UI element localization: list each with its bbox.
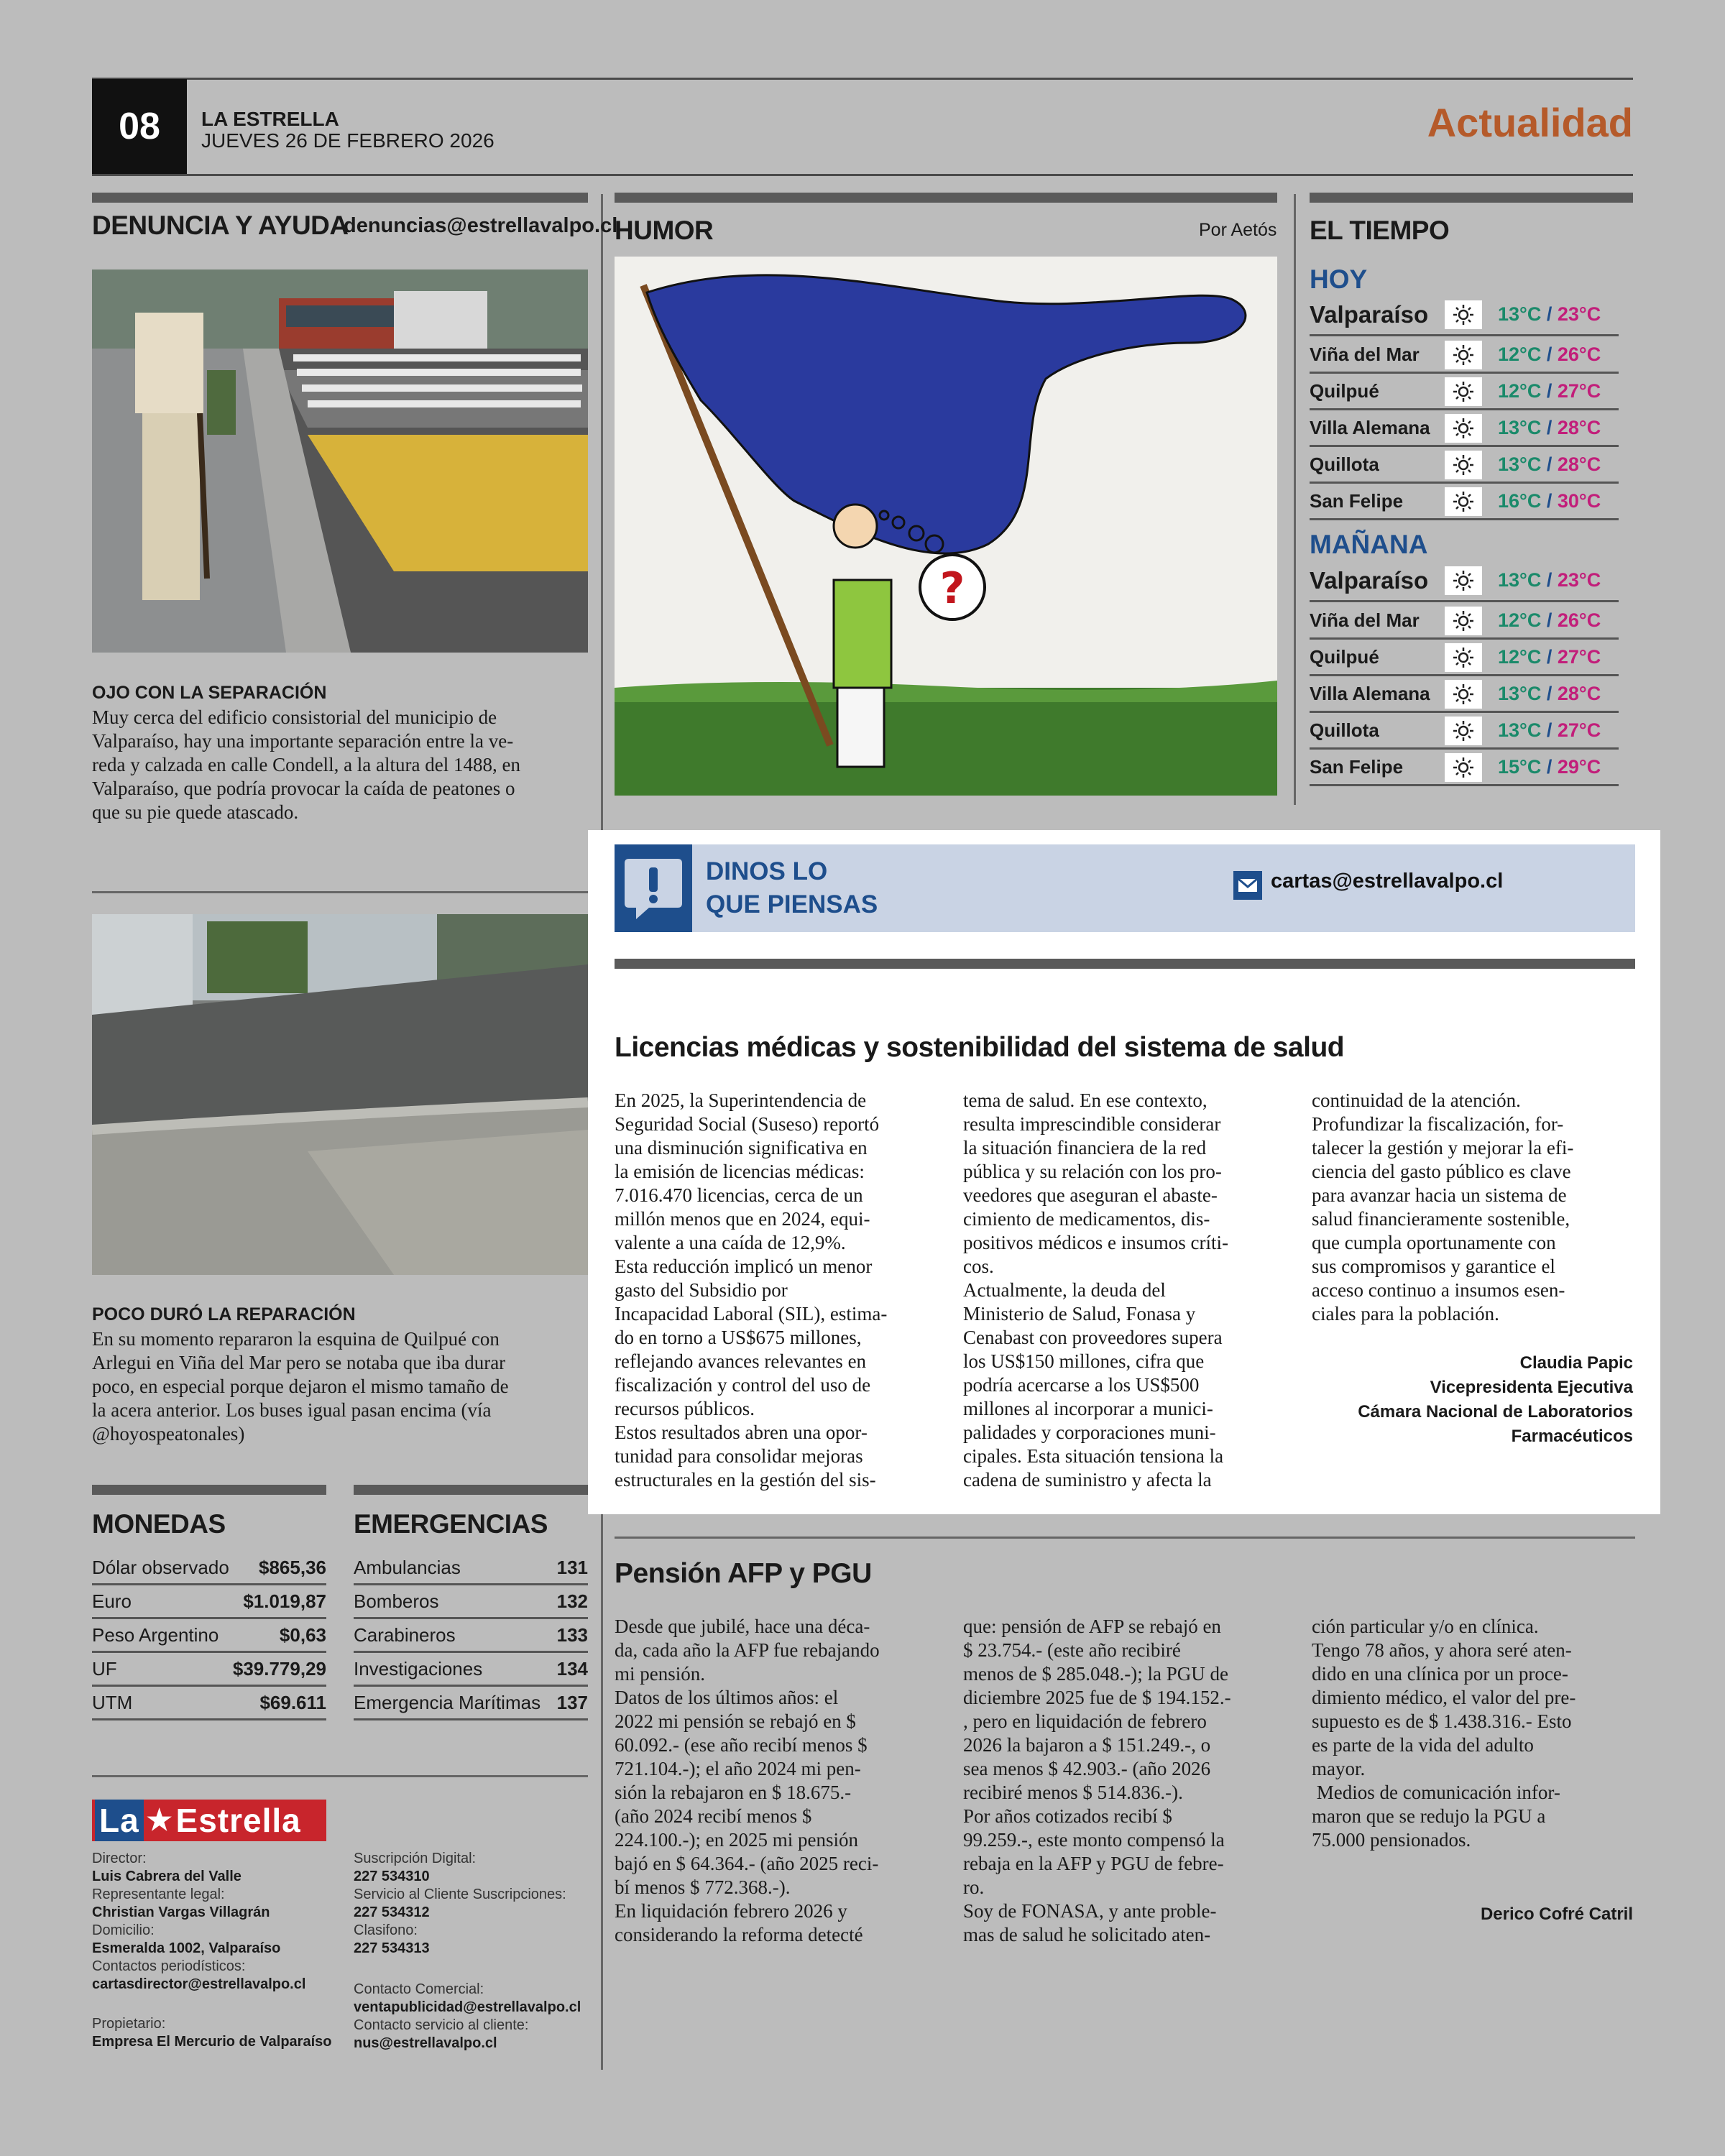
temp-separator: / (1546, 417, 1552, 438)
emergencias-row (354, 1552, 588, 1585)
text-line: mi pensión. (615, 1663, 705, 1685)
denuncia-email[interactable]: denuncias@estrellavalpo.cl (344, 214, 618, 237)
text-line: cipales. Esta situación tensiona la (963, 1445, 1224, 1467)
temp-separator: / (1546, 609, 1552, 631)
contact-email-commercial[interactable]: ventapublicidad@estrellavalpo.cl (354, 1999, 581, 2015)
text-line: Esta reducción implicó un menor (615, 1256, 873, 1277)
temp-max: 27°C (1557, 646, 1601, 668)
weather-city: San Felipe (1310, 756, 1404, 778)
credits-left: Director: Luis Cabrera del Valle Representante legal: Christian Vargas Villagrán Domicilio: Esmeralda 1002, Valparaíso Contactos periodísticos: cartasdirector@estrellavalpo.cl (92, 1850, 336, 1994)
text-line: talecer la gestión y mejorar la efi- (1312, 1137, 1574, 1158)
caption-body-2: En su momento repararon la esquina de Quilpué con Arlegui en Viña del Mar pero se notaba que iba durar poco, en especial porque dejaron el mismo tamaño de la acera anterior. Los buses igual pasan encima (vía @hoyospeatonales) (92, 1328, 509, 1445)
article2-top-rule (615, 1537, 1635, 1539)
weather-row (1310, 484, 1619, 520)
text-line: la situación financiera de la red (963, 1137, 1207, 1158)
star-icon: ★ (146, 1805, 173, 1836)
text-line: gasto del Subsidio por (615, 1279, 788, 1301)
photo-corner-repair (92, 914, 588, 1275)
row-value: $1.019,87 (243, 1590, 326, 1612)
text-line: que: pensión de AFP se rebajó en (963, 1616, 1221, 1637)
sun-icon (1445, 451, 1482, 479)
text-line: 75.000 pensionados. (1312, 1829, 1471, 1851)
emergencias-row (354, 1654, 588, 1687)
temp-separator: / (1546, 719, 1552, 741)
text-line: mas de salud he solicitado aten- (963, 1924, 1211, 1945)
article2-col-3 (1312, 1615, 1635, 1852)
article1-top-bar (615, 959, 1635, 969)
la-estrella-logo: La ★ Estrella (92, 1800, 326, 1841)
caption-title-1: OJO CON LA SEPARACIÓN (92, 683, 327, 703)
text-line: sión la rebajaron en $ 18.675.- (615, 1782, 852, 1803)
row-label: Carabineros (354, 1624, 456, 1646)
text-line: Datos de los últimos años: el (615, 1687, 839, 1708)
contact-email-service[interactable]: nus@estrellavalpo.cl (354, 2035, 497, 2051)
text-line: Ministerio de Salud, Fonasa y (963, 1303, 1196, 1325)
temp-separator: / (1546, 756, 1552, 778)
temp-separator: / (1546, 569, 1552, 591)
row-label: Peso Argentino (92, 1624, 219, 1646)
svg-text:?: ? (939, 563, 965, 614)
monedas-row (92, 1687, 326, 1720)
text-line: positivos médicos e insumos críti- (963, 1232, 1228, 1253)
sun-icon (1445, 607, 1482, 635)
sun-icon (1445, 753, 1482, 782)
humor-author: Por Aetós (1199, 220, 1277, 240)
weather-city: Quillota (1310, 719, 1379, 741)
denuncia-mid-rule (92, 891, 588, 893)
text-line: que cumpla oportunamente con (1312, 1232, 1556, 1253)
temp-max: 23°C (1557, 569, 1601, 591)
text-line: recursos públicos. (615, 1398, 755, 1419)
article2-col-2 (963, 1615, 1287, 1947)
monedas-title: MONEDAS (92, 1509, 226, 1539)
text-line: rebaja en la AFP y PGU de febre- (963, 1853, 1224, 1874)
text-line: Incapacidad Laboral (SIL), estima- (615, 1303, 888, 1325)
text-line: millón menos que en 2024, equi- (615, 1208, 870, 1230)
text-line: mayor. (1312, 1758, 1366, 1779)
sun-icon (1445, 643, 1482, 672)
text-line: Profundizar la fiscalización, for- (1312, 1113, 1564, 1135)
contact-email-director[interactable]: cartasdirector@estrellavalpo.cl (92, 1976, 306, 1992)
text-line: es parte de la vida del adulto (1312, 1734, 1534, 1756)
paper-name: LA ESTRELLA (201, 108, 339, 130)
text-line: (año 2024 recibí menos $ (615, 1805, 812, 1827)
paper-date: JUEVES 26 DE FEBRERO 2026 (201, 129, 494, 152)
emergencias-row (354, 1620, 588, 1653)
weather-row (1310, 714, 1619, 750)
text-line: sea menos $ 42.903.- (año 2026 (963, 1758, 1211, 1779)
row-label: Bomberos (354, 1590, 439, 1612)
text-line: para avanzar hacia un sistema de (1312, 1184, 1567, 1206)
temp-max: 26°C (1557, 609, 1601, 631)
temp-min: 13°C (1498, 453, 1542, 475)
weather-title: EL TIEMPO (1310, 216, 1450, 245)
text-line: tema de salud. En ese contexto, (963, 1089, 1208, 1111)
monedas-row (92, 1654, 326, 1687)
temp-max: 28°C (1557, 417, 1601, 438)
temp-max: 28°C (1557, 453, 1601, 475)
emergencias-title: EMERGENCIAS (354, 1509, 548, 1539)
text-line: Seguridad Social (Suseso) reportó (615, 1113, 880, 1135)
credits-owner: Propietario: Empresa El Mercurio de Valparaíso (92, 2016, 332, 2050)
text-line: fiscalización y control del uso de (615, 1374, 871, 1396)
text-line: veedores que aseguran el abaste- (963, 1184, 1218, 1206)
temp-min: 12°C (1498, 344, 1542, 365)
weather-row (1310, 750, 1619, 786)
row-label: Ambulancias (354, 1557, 461, 1578)
row-label: Investigaciones (354, 1658, 483, 1680)
text-line: En 2025, la Superintendencia de (615, 1089, 867, 1111)
text-line: recibiré menos $ 514.836.-). (963, 1782, 1183, 1803)
section-title: Actualidad (1427, 100, 1633, 145)
row-value: $0,63 (279, 1624, 326, 1646)
sun-icon (1445, 377, 1482, 406)
text-line: Actualmente, la deuda del (963, 1279, 1166, 1301)
temp-min: 13°C (1498, 719, 1542, 741)
sun-icon (1445, 717, 1482, 745)
row-label: UF (92, 1658, 117, 1680)
weather-city: Valparaíso (1310, 300, 1429, 328)
sun-icon (1445, 414, 1482, 443)
weather-row (1310, 604, 1619, 640)
text-line: acceso continuo a insumos esen- (1312, 1279, 1565, 1301)
temp-min: 13°C (1498, 303, 1542, 325)
sun-icon (1445, 300, 1482, 329)
text-line: la emisión de licencias médicas: (615, 1161, 865, 1182)
text-line: valente a una caída de 12,9%. (615, 1232, 846, 1253)
letters-email[interactable]: cartas@estrellavalpo.cl (1271, 870, 1504, 893)
row-value: $39.779,29 (232, 1658, 326, 1680)
humor-top-bar (615, 193, 1277, 203)
envelope-icon (1233, 871, 1262, 900)
row-label: UTM (92, 1692, 133, 1713)
sun-icon (1445, 487, 1482, 516)
row-value: 134 (556, 1658, 588, 1680)
text-line: menos de $ 285.048.-); la PGU de (963, 1663, 1228, 1685)
row-value: 132 (556, 1590, 588, 1612)
text-line: $ 23.754.- (este año recibiré (963, 1639, 1181, 1661)
text-line: continuidad de la atención. (1312, 1089, 1521, 1111)
denuncia-top-bar (92, 193, 588, 203)
text-line: considerando la reforma detecté (615, 1924, 863, 1945)
temp-max: 26°C (1557, 344, 1601, 365)
article1-col-1 (615, 1089, 938, 1492)
temp-separator: / (1546, 303, 1552, 325)
row-label: Dólar observado (92, 1557, 229, 1578)
weather-row (1310, 374, 1619, 410)
text-line: maron que se redujo la PGU a (1312, 1805, 1546, 1827)
temp-max: 28°C (1557, 683, 1601, 704)
article1-col-3 (1312, 1089, 1635, 1326)
text-line: 2026 la bajaron a $ 151.249.-, o (963, 1734, 1211, 1756)
text-line: do en torno a US$675 millones, (615, 1327, 862, 1348)
text-line: sus compromisos y garantice el (1312, 1256, 1555, 1277)
article1-signature: Claudia Papic Vicepresidenta Ejecutiva Cámara Nacional de Laboratorios Farmacéuticos (1358, 1353, 1633, 1446)
text-line: los US$150 millones, cifra que (963, 1350, 1205, 1372)
denuncia-title: DENUNCIA Y AYUDA (92, 211, 349, 240)
temp-max: 23°C (1557, 303, 1601, 325)
credits-top-rule (92, 1775, 588, 1777)
text-line: bí menos $ 772.368.-). (615, 1876, 791, 1898)
emergencias-row (354, 1586, 588, 1619)
text-line: reflejando avances relevantes en (615, 1350, 867, 1372)
text-line: 60.092.- (ese año recibí menos $ (615, 1734, 868, 1756)
text-line: 2022 mi pensión se rebajó en $ (615, 1710, 856, 1732)
temp-min: 13°C (1498, 569, 1542, 591)
temp-max: 29°C (1557, 756, 1601, 778)
sun-icon (1445, 566, 1482, 595)
monedas-row (92, 1620, 326, 1653)
weather-row (1310, 561, 1619, 602)
text-line: millones al incorporar a munici- (963, 1398, 1213, 1419)
text-line: Desde que jubilé, hace una déca- (615, 1616, 870, 1637)
weather-row (1310, 448, 1619, 484)
text-line: 7.016.470 licencias, cerca de un (615, 1184, 863, 1206)
humor-title: HUMOR (615, 216, 714, 245)
text-line: resulta imprescindible considerar (963, 1113, 1221, 1135)
text-line: ciales para la población. (1312, 1303, 1499, 1325)
weather-city: Valparaíso (1310, 566, 1429, 594)
text-line: una disminución significativa en (615, 1137, 868, 1158)
text-line: salud financieramente sostenible, (1312, 1208, 1570, 1230)
credits-right-contacts: Contacto Comercial: ventapublicidad@estrellavalpo.cl Contacto servicio al cliente: nus@estrellavalpo.cl (354, 1981, 598, 2053)
letters-banner-title: DINOS LO QUE PIENSAS (706, 857, 878, 918)
temp-min: 15°C (1498, 756, 1542, 778)
text-line: bajó en $ 64.364.- (año 2025 reci- (615, 1853, 879, 1874)
row-value: 137 (556, 1692, 588, 1713)
text-line: estructurales en la gestión del sis- (615, 1469, 876, 1491)
weather-city: Quilpué (1310, 380, 1379, 402)
article2-col-1 (615, 1615, 938, 1947)
temp-separator: / (1546, 380, 1552, 402)
header-bottom-rule (92, 174, 1633, 176)
weather-city: Villa Alemana (1310, 683, 1430, 704)
text-line: Cenabast con proveedores supera (963, 1327, 1223, 1348)
row-value: 133 (556, 1624, 588, 1646)
weather-day-tomorrow: MAÑANA (1310, 530, 1428, 559)
temp-min: 16°C (1498, 490, 1542, 512)
weather-row (1310, 411, 1619, 447)
text-line: cadena de suministro y afecta la (963, 1469, 1212, 1491)
row-label: Emergencia Marítimas (354, 1692, 541, 1713)
text-line: ción particular y/o en clínica. (1312, 1616, 1539, 1637)
temp-min: 13°C (1498, 683, 1542, 704)
emergencias-top-bar (354, 1485, 588, 1495)
row-label: Euro (92, 1590, 132, 1612)
article1-title: Licencias médicas y sostenibilidad del sistema de salud (615, 1032, 1345, 1063)
weather-city: Viña del Mar (1310, 344, 1420, 365)
text-line: Por años cotizados recibí $ (963, 1805, 1172, 1827)
text-line: 224.100.-); en 2025 mi pensión (615, 1829, 858, 1851)
text-line: cos. (963, 1256, 994, 1277)
text-line: En liquidación febrero 2026 y (615, 1900, 847, 1922)
text-line: Medios de comunicación infor- (1312, 1782, 1560, 1803)
temp-separator: / (1546, 646, 1552, 668)
sun-icon (1445, 680, 1482, 709)
weather-city: Quilpué (1310, 646, 1379, 668)
text-line: ro. (963, 1876, 985, 1898)
temp-max: 30°C (1557, 490, 1601, 512)
monedas-row (92, 1552, 326, 1585)
emergencias-row (354, 1687, 588, 1720)
temp-separator: / (1546, 683, 1552, 704)
temp-max: 27°C (1557, 380, 1601, 402)
text-line: Soy de FONASA, y ante proble- (963, 1900, 1217, 1922)
weather-city: Quillota (1310, 453, 1379, 475)
temp-min: 12°C (1498, 609, 1542, 631)
text-line: tunidad para consolidar mejoras (615, 1445, 863, 1467)
photo-sidewalk-separation (92, 270, 588, 653)
text-line: Estos resultados abren una opor- (615, 1422, 868, 1443)
temp-separator: / (1546, 344, 1552, 365)
caption-body-1: Muy cerca del edificio consistorial del municipio de Valparaíso, hay una importante separación entre la ve- reda y calzada en calle Condell, a la altura del 1488, en Valparaíso, que podría provocar la caída de peatones o que su pie quede atascado. (92, 706, 520, 823)
temp-min: 12°C (1498, 380, 1542, 402)
exclamation-speech-icon (615, 844, 692, 932)
text-line: 721.104.-); el año 2024 mi pen- (615, 1758, 861, 1779)
text-line: 99.259.-, este monto compensó la (963, 1829, 1225, 1851)
text-line: podría acercarse a los US$500 (963, 1374, 1200, 1396)
humor-cartoon (615, 257, 1277, 796)
row-value: $865,36 (259, 1557, 326, 1578)
article1-col-2 (963, 1089, 1287, 1492)
page-number: 08 (92, 79, 187, 174)
weather-row (1310, 295, 1619, 336)
weather-top-bar (1310, 193, 1633, 203)
text-line: diciembre 2025 fue de $ 194.152.- (963, 1687, 1231, 1708)
text-line: , pero en liquidación de febrero (963, 1710, 1207, 1732)
text-line: Tengo 78 años, y ahora seré aten- (1312, 1639, 1572, 1661)
weather-row (1310, 640, 1619, 676)
weather-city: San Felipe (1310, 490, 1404, 512)
text-line: da, cada año la AFP fue rebajando (615, 1639, 880, 1661)
temp-min: 13°C (1498, 417, 1542, 438)
weather-city: Villa Alemana (1310, 417, 1430, 438)
column-divider-right (1294, 194, 1296, 805)
text-line: dimiento médico, el valor del pre- (1312, 1687, 1576, 1708)
monedas-row (92, 1586, 326, 1619)
row-value: $69.611 (259, 1692, 326, 1713)
text-line: cimiento de medicamentos, dis- (963, 1208, 1210, 1230)
temp-max: 27°C (1557, 719, 1601, 741)
temp-separator: / (1546, 490, 1552, 512)
weather-city: Viña del Mar (1310, 609, 1420, 631)
article2-signature: Derico Cofré Catril (1480, 1904, 1633, 1924)
monedas-top-bar (92, 1485, 326, 1495)
weather-row (1310, 677, 1619, 713)
credits-right: Suscripción Digital: 227 534310 Servicio al Cliente Suscripciones: 227 534312 Clasifono: 227 534313 (354, 1851, 566, 1956)
temp-min: 12°C (1498, 646, 1542, 668)
header-top-rule (92, 78, 1633, 80)
row-value: 131 (556, 1557, 588, 1578)
weather-day-today: HOY (1310, 264, 1368, 294)
text-line: supuesto es de $ 1.438.316.- Esto (1312, 1710, 1572, 1732)
sun-icon (1445, 341, 1482, 369)
temp-separator: / (1546, 453, 1552, 475)
caption-title-2: POCO DURÓ LA REPARACIÓN (92, 1304, 356, 1325)
text-line: dido en una clínica por un proce- (1312, 1663, 1568, 1685)
weather-row (1310, 338, 1619, 374)
article2-title: Pensión AFP y PGU (615, 1558, 872, 1589)
text-line: pública y su relación con los pro- (963, 1161, 1222, 1182)
text-line: ciencia del gasto público es clave (1312, 1161, 1571, 1182)
text-line: palidades y corporaciones muni- (963, 1422, 1216, 1443)
